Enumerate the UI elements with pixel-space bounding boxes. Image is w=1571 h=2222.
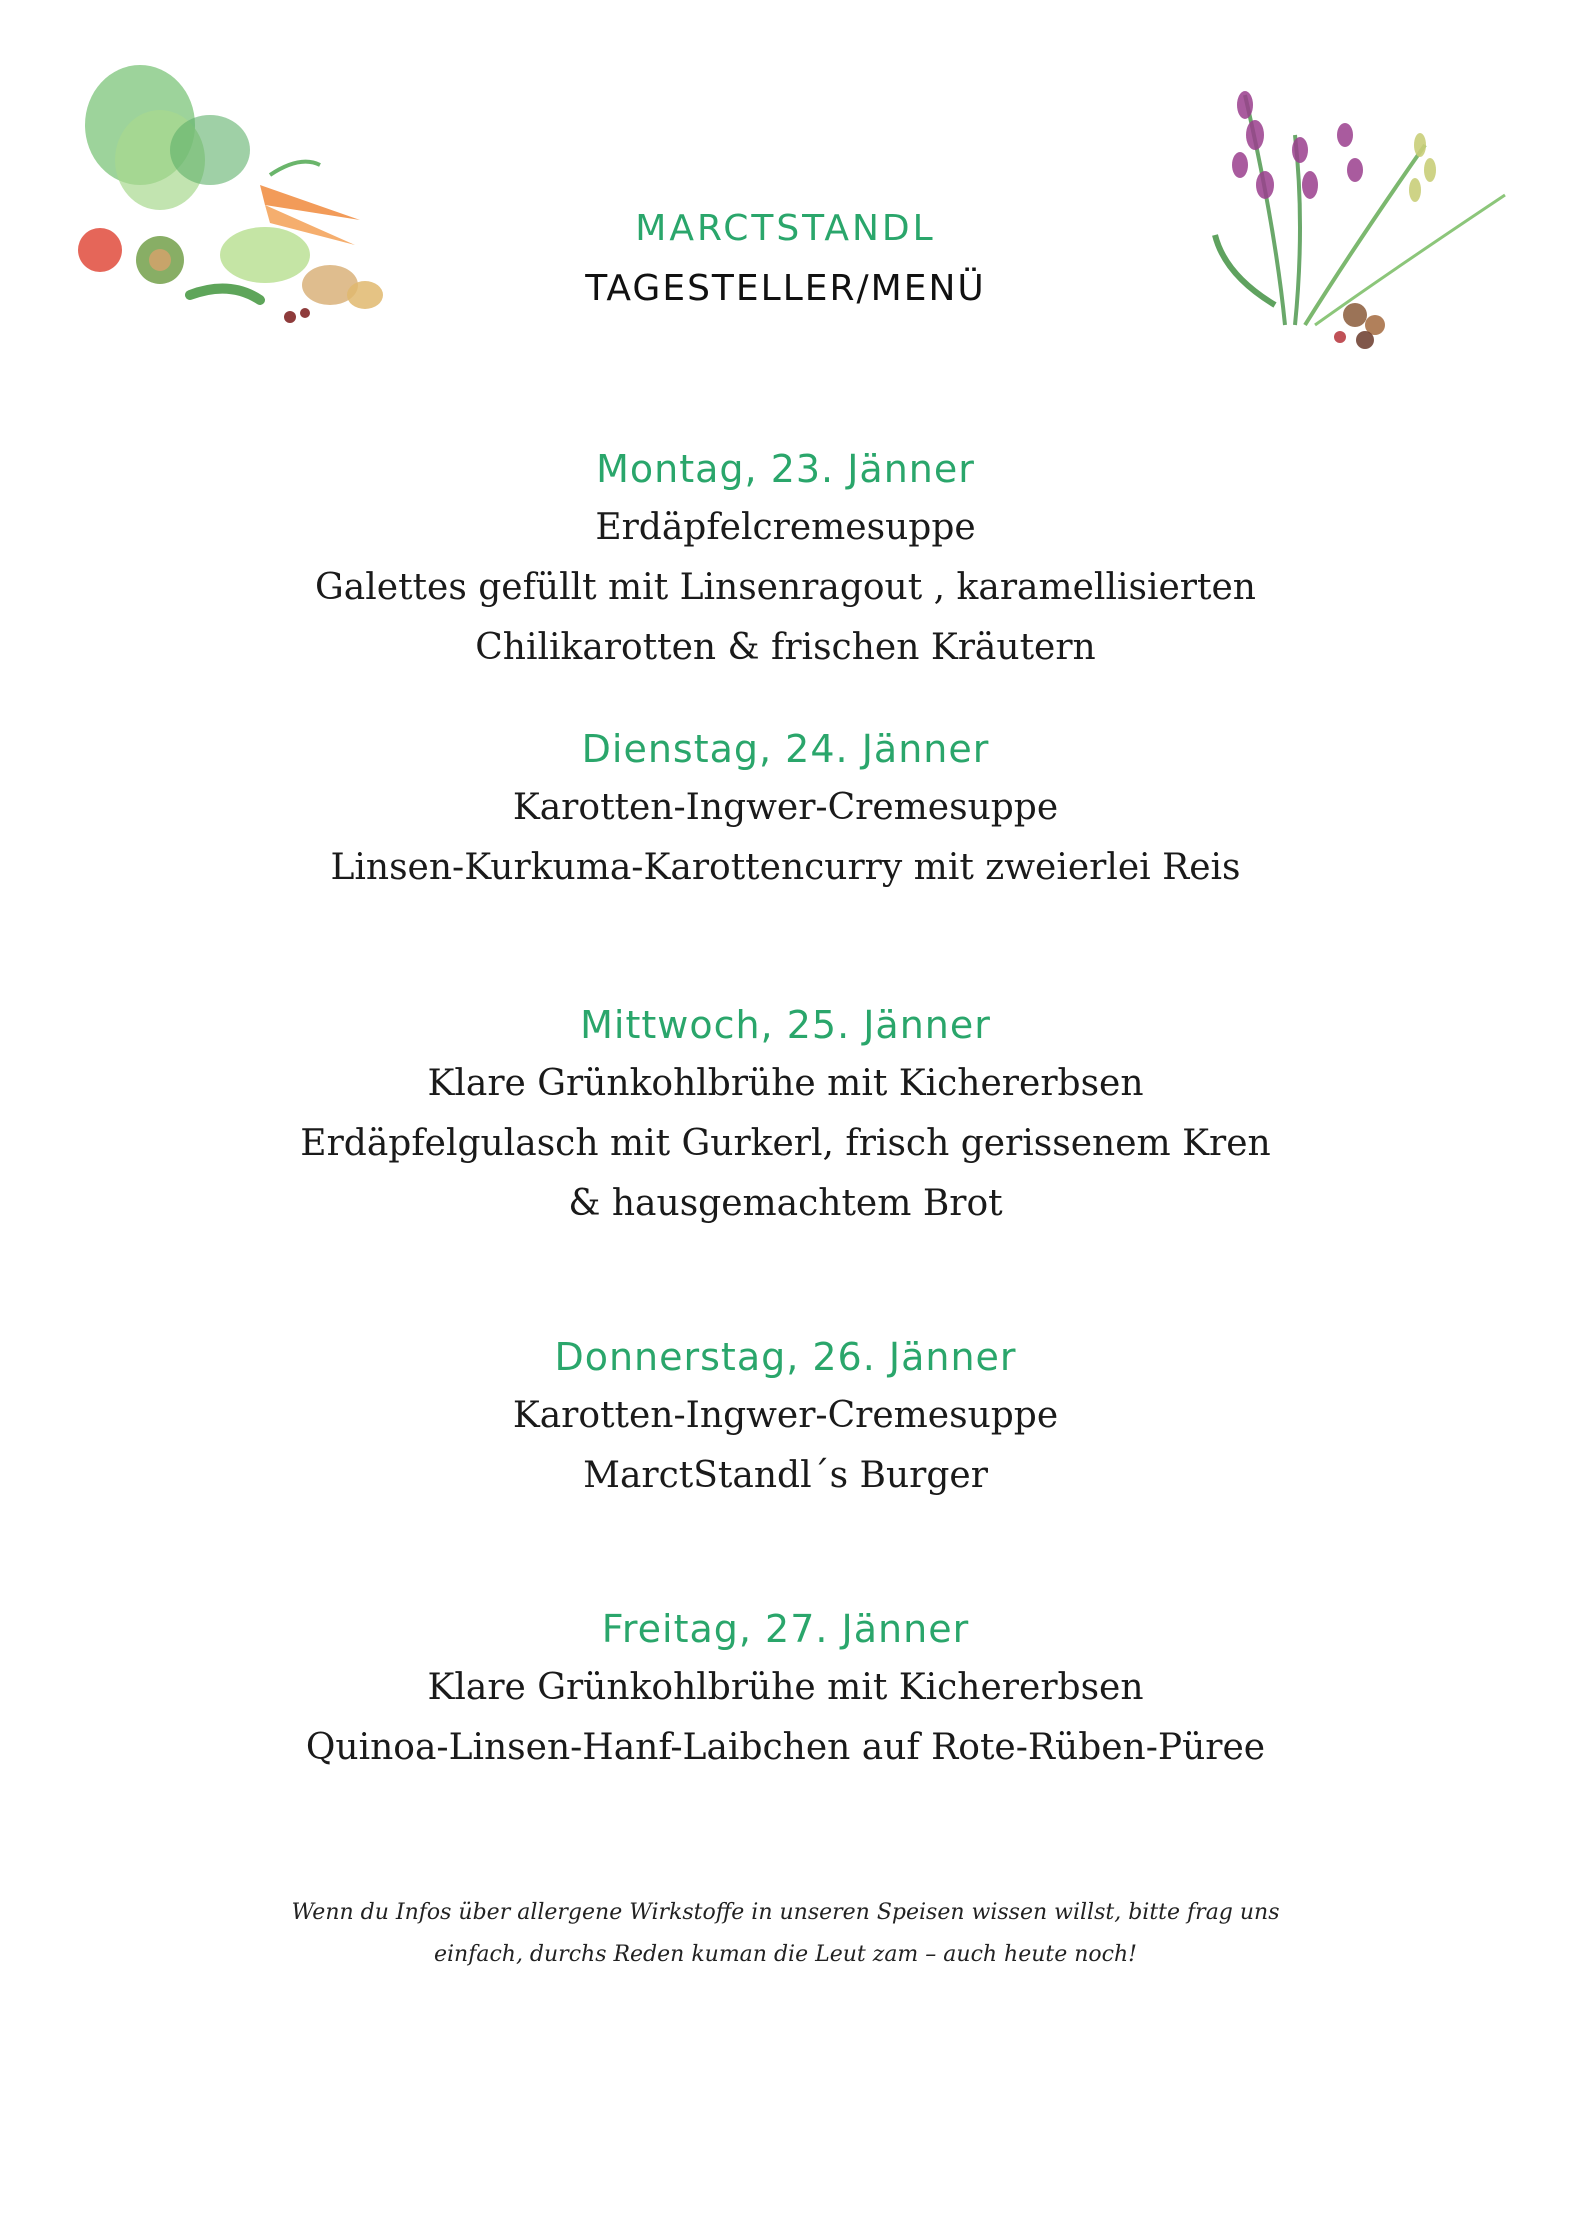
day-heading: Dienstag, 24. Jänner <box>581 727 990 771</box>
day-heading: Mittwoch, 25. Jänner <box>580 1003 991 1047</box>
day-heading: Donnerstag, 26. Jänner <box>554 1335 1017 1379</box>
day-friday <box>0 1600 1571 1778</box>
day-wednesday <box>0 996 1571 1234</box>
dish-item: Klare Grünkohlbrühe mit Kichererbsen <box>427 1063 1144 1104</box>
menu-subtitle: TAGESTELLER/MENÜ <box>585 268 986 309</box>
dish-item: Karotten-Ingwer-Cremesuppe <box>512 787 1059 828</box>
day-heading: Freitag, 27. Jänner <box>601 1607 970 1651</box>
day-heading: Montag, 23. Jänner <box>596 447 975 491</box>
brand-title: MARCTSTANDL <box>635 208 936 249</box>
dish-item: & hausgemachtem Brot <box>568 1183 1003 1224</box>
dish-item: Quinoa-Linsen-Hanf-Laibchen auf Rote-Rüben-Püree <box>305 1727 1266 1768</box>
dish-item: Chilikarotten & frischen Kräutern <box>475 627 1096 668</box>
dish-item: Erdäpfelgulasch mit Gurkerl, frisch gerissenem Kren <box>300 1123 1271 1164</box>
menu-days <box>0 440 1571 1778</box>
dish-item: Erdäpfelcremesuppe <box>595 507 976 548</box>
allergen-note <box>0 1892 1571 1976</box>
day-tuesday <box>0 720 1571 898</box>
allergen-note-line: Wenn du Infos über allergene Wirkstoffe in unseren Speisen wissen willst, bitte frag uns <box>291 1900 1280 1925</box>
allergen-note-line: einfach, durchs Reden kuman die Leut zam – auch heute noch! <box>433 1942 1138 1967</box>
dish-item: Karotten-Ingwer-Cremesuppe <box>512 1395 1059 1436</box>
dish-item: Linsen-Kurkuma-Karottencurry mit zweierlei Reis <box>330 847 1241 888</box>
day-thursday <box>0 1328 1571 1506</box>
day-monday <box>0 440 1571 678</box>
dish-item: Klare Grünkohlbrühe mit Kichererbsen <box>427 1667 1144 1708</box>
dish-item: MarctStandl´s Burger <box>583 1455 988 1496</box>
dish-item: Galettes gefüllt mit Linsenragout , karamellisierten <box>315 567 1256 608</box>
